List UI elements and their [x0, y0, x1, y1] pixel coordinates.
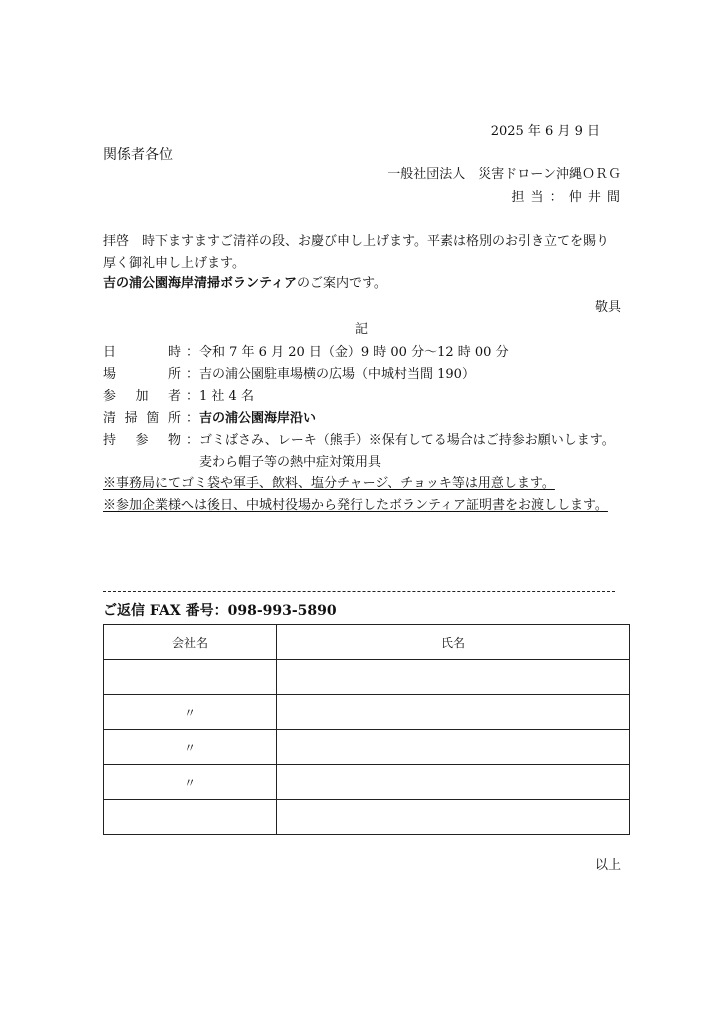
company-cell[interactable]: 〃 — [104, 695, 277, 730]
detail-value-area: 吉の浦公園海岸沿い — [199, 411, 317, 426]
intro-line — [103, 276, 387, 292]
table-row — [104, 800, 630, 835]
table-header-row — [104, 625, 630, 660]
detail-value-items: ゴミばさみ、レーキ（熊手）※保有してる場合はご持参お願いします。 — [199, 433, 615, 448]
detail-colon: ： — [186, 345, 200, 360]
detail-label-char: 持 — [103, 433, 117, 448]
detail-label-char: 清 — [103, 411, 117, 426]
company-cell[interactable] — [104, 660, 277, 695]
table-row — [104, 730, 630, 765]
event-name: 吉の浦公園海岸清掃ボランティア — [103, 276, 297, 291]
name-cell[interactable] — [277, 695, 630, 730]
detail-label-char: 場 — [103, 367, 117, 382]
detail-value-datetime: 令和 7 年 6 月 20 日（金）9 時 00 分～12 時 00 分 — [199, 345, 509, 360]
company-cell[interactable]: 〃 — [104, 730, 277, 765]
detail-label-char: 所 — [167, 367, 181, 382]
greeting-line-1: 拝啓 時下ますますご清祥の段、お慶び申し上げます。平素は格別のお引き立てを賜り — [103, 234, 609, 249]
fax-number: ご返信 FAX 番号：098-993-5890 — [103, 603, 337, 619]
detail-value-items-extra: 麦わら帽子等の熱中症対策用具 — [199, 455, 382, 470]
detail-label-char: 参 — [135, 433, 149, 448]
recipient: 関係者各位 — [103, 147, 173, 163]
name-cell[interactable] — [277, 765, 630, 800]
name-cell[interactable] — [277, 730, 630, 765]
detail-label-char: 時 — [167, 345, 181, 360]
intro-rest: のご案内です。 — [296, 276, 387, 291]
detail-label-char: 箇 — [146, 411, 160, 426]
reply-table — [103, 624, 630, 835]
greeting-line-2: 厚く御礼申し上げます。 — [103, 256, 245, 271]
detail-label-char: 日 — [103, 345, 117, 360]
detail-label-place — [103, 367, 181, 383]
company-cell[interactable]: 〃 — [104, 765, 277, 800]
sender-organization: 一般社団法人 災害ドローン沖縄ＯＲＧ — [387, 167, 621, 182]
table-row — [104, 695, 630, 730]
company-cell[interactable] — [104, 800, 277, 835]
name-cell[interactable] — [277, 660, 630, 695]
detail-label-datetime — [103, 345, 181, 361]
table-row — [104, 765, 630, 800]
end-mark: 以上 — [594, 858, 621, 873]
person-in-charge: 担 当 ： 仲 井 間 — [511, 190, 621, 205]
detail-label-char: 所 — [167, 411, 181, 426]
cut-line-divider — [103, 591, 615, 592]
detail-label-participants — [103, 389, 181, 405]
note-supplies: ※事務局にてゴミ袋や軍手、飲料、塩分チャージ、チョッキ等は用意します。 — [103, 476, 555, 491]
detail-value-participants: 1 社 4 名 — [199, 389, 254, 404]
detail-label-char: 参 — [103, 389, 117, 404]
detail-label-area — [103, 411, 181, 427]
column-header-name: 氏名 — [277, 625, 630, 660]
detail-colon: ： — [186, 433, 200, 448]
detail-colon: ： — [186, 389, 200, 404]
name-cell[interactable] — [277, 800, 630, 835]
detail-label-char: 掃 — [124, 411, 138, 426]
detail-label-char: 加 — [135, 389, 149, 404]
note-certificate: ※参加企業様へは後日、中城村役場から発行したボランティア証明書をお渡しします。 — [103, 498, 608, 513]
table-row — [104, 660, 630, 695]
closing: 敬具 — [594, 300, 621, 315]
detail-label-char: 物 — [167, 433, 181, 448]
detail-colon: ： — [186, 411, 200, 426]
column-header-company: 会社名 — [104, 625, 277, 660]
detail-label-char: 者 — [167, 389, 181, 404]
detail-label-items — [103, 433, 181, 449]
detail-value-place: 吉の浦公園駐車場横の広場（中城村当間 190） — [199, 367, 475, 382]
ki-heading: 記 — [355, 322, 369, 337]
document-date: 2025 年 6 月 9 日 — [490, 124, 600, 139]
detail-colon: ： — [186, 367, 200, 382]
